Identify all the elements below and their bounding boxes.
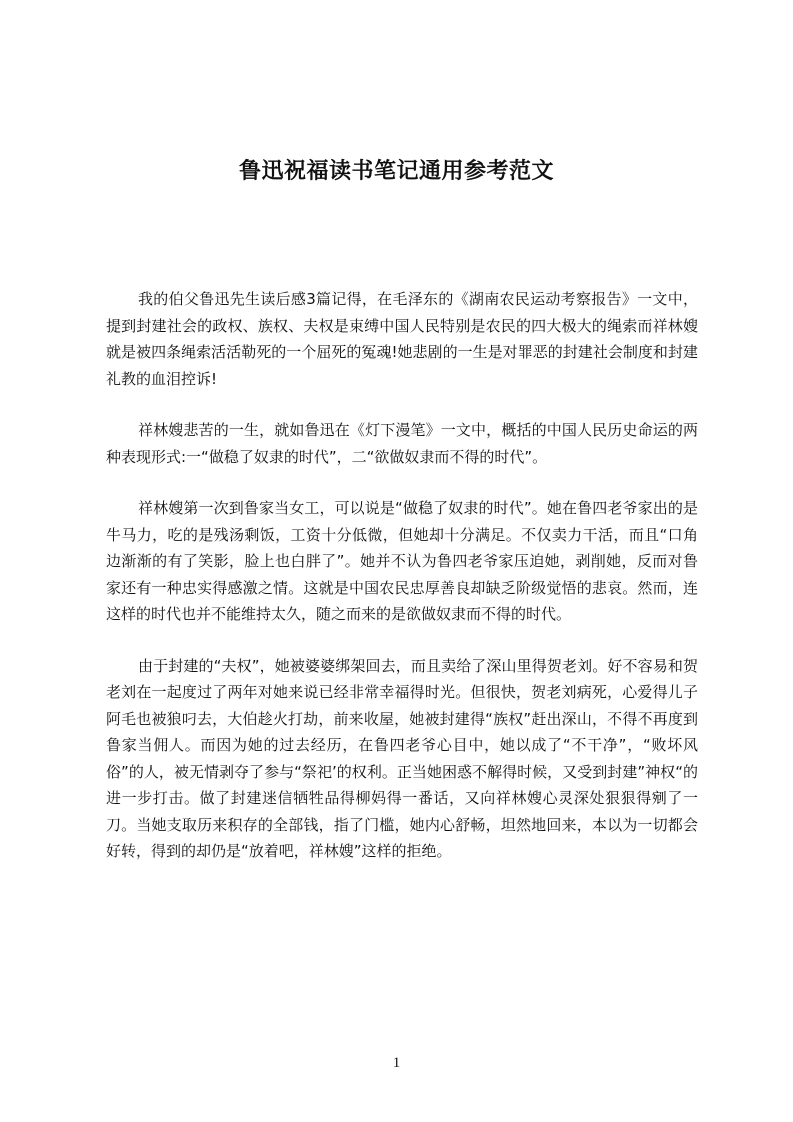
page-number: 1 xyxy=(392,1055,401,1071)
paragraph-3: 祥林嫂第一次到鲁家当女工，可以说是“做稳了奴隶的时代”。她在鲁四老爷家出的是牛马力，吃的是残汤剩饭，工资十分低微，但她却十分满足。不仅卖力干活，而且“口角边渐渐的有了笑影，脸上也白胖了”。她并不认为鲁四老爷家压迫她，剥削她，反而对鲁家还有一种忠实得感激之情。这就是中国农民忠厚善良却缺乏阶级觉悟的悲哀。然而，连这样的时代也并不能维持太久，随之而来的是欲做奴隶而不得的时代。 xyxy=(106,499,698,623)
page-title: 鲁迅祝福读书笔记通用参考范文 xyxy=(238,158,554,184)
paragraph-1: 我的伯父鲁迅先生读后感3篇记得，在毛泽东的《湖南农民运动考察报告》一文中，提到封建社会的政权、族权、夫权是束缚中国人民特别是农民的四大极大的绳索而祥林嫂就是被四条绳索活活勒死的一个屈死的冤魂!她悲剧的一生是对罪恶的封建社会制度和封建礼教的血泪控诉! xyxy=(106,290,698,388)
paragraph-2: 祥林嫂悲苦的一生，就如鲁迅在《灯下漫笔》一文中，概括的中国人民历史命运的两种表现形式:一“做稳了奴隶的时代”，二“欲做奴隶而不得的时代”。 xyxy=(106,421,698,466)
paragraph-4: 由于封建的“夫权”，她被婆婆绑架回去，而且卖给了深山里得贺老刘。好不容易和贺老刘在一起度过了两年对她来说已经非常幸福得时光。但很快，贺老刘病死，心爱得儿子阿毛也被狼叼去，大伯趁火打劫，前来收屋，她被封建得“族权”赶出深山，不得不再度到鲁家当佣人。而因为她的过去经历，在鲁四老爷心目中，她以成了“不干净”，“败坏风俗”的人，被无情剥夺了参与“祭祀’的权利。正当她困惑不解得时候，又受到封建”神权“的进一步打击。做了封建迷信牺牲品得柳妈得一番话，又向祥林嫂心灵深处狠狠得剜了一刀。当她支取历来积存的全部钱，指了门槛，她内心舒畅，坦然地回来，本以为一切都会好转，得到的却仍是“放着吧，祥林嫂”这样的拒绝。 xyxy=(106,656,698,860)
document-body xyxy=(106,286,698,890)
